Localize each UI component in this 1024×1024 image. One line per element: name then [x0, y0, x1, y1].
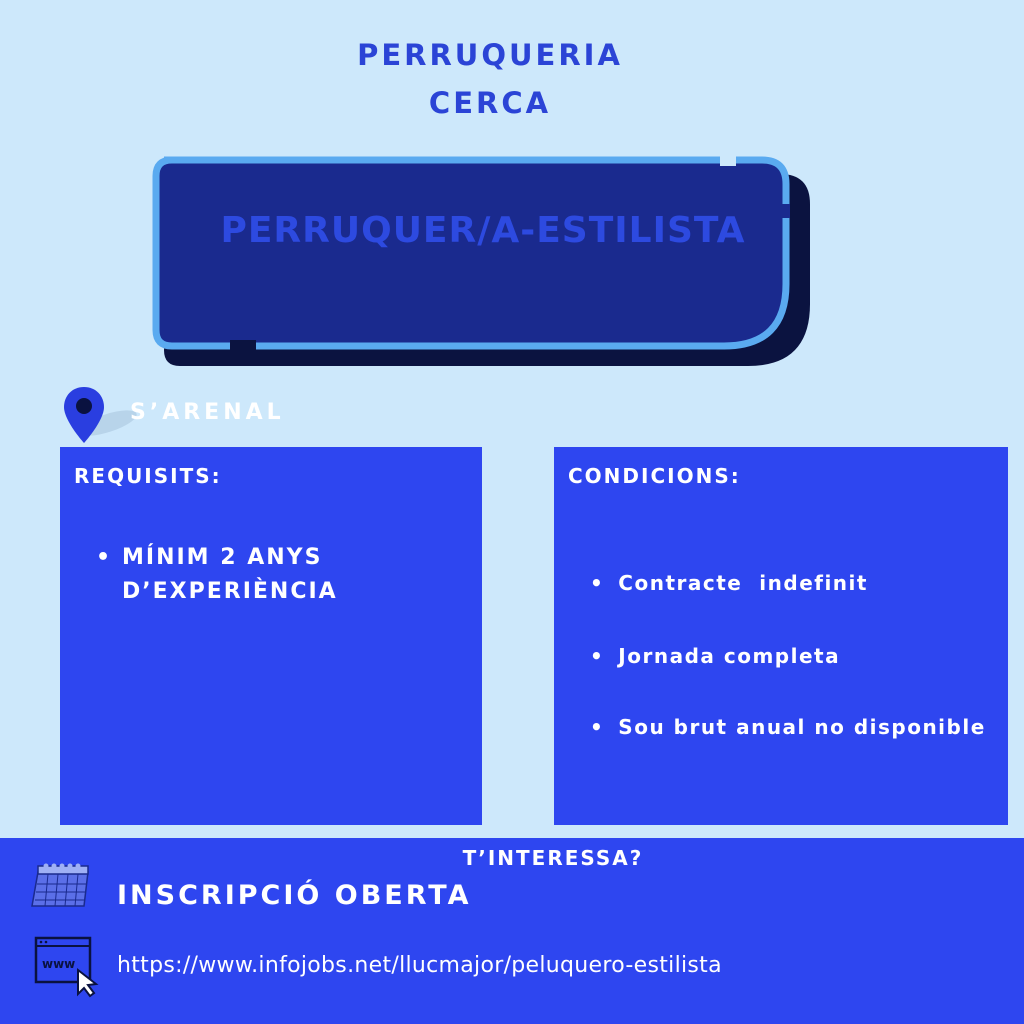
condition-item	[590, 571, 868, 595]
calendar-icon	[30, 862, 92, 912]
conditions-title: CONDICIONS:	[568, 464, 741, 488]
bullet: •	[590, 571, 605, 595]
condition-item	[590, 715, 986, 739]
bullet: •	[590, 644, 605, 668]
requirement-item	[96, 541, 456, 609]
condition-text: Contracte indefinit	[618, 571, 868, 595]
footer-banner	[0, 838, 1024, 1024]
job-url-link[interactable]: https://www.infojobs.net/llucmajor/peluquero-estilista	[117, 953, 722, 978]
enrollment-label: INSCRIPCIÓ OBERTA	[117, 880, 472, 911]
page-title-line-1: PERRUQUERIA	[357, 38, 623, 72]
bullet: •	[96, 545, 113, 570]
conditions-panel	[554, 447, 1008, 825]
condition-text: Sou brut anual no disponible	[618, 715, 986, 739]
bullet: •	[590, 715, 605, 739]
cta-title: T’INTERESSA?	[462, 846, 644, 870]
requirements-title: REQUISITS:	[74, 464, 222, 488]
location-label: S’ARENAL	[130, 400, 285, 425]
page-title-line-2: CERCA	[428, 86, 552, 120]
web-link-icon	[34, 936, 100, 998]
www-label: www	[42, 957, 76, 971]
map-pin-icon	[62, 385, 110, 447]
job-title-banner	[150, 154, 815, 372]
job-title: PERRUQUER/A-ESTILISTA	[220, 210, 746, 251]
condition-text: Jornada completa	[618, 644, 841, 668]
condition-item	[590, 644, 840, 668]
banner-shape	[150, 154, 815, 372]
requirements-panel	[60, 447, 482, 825]
requirement-text: MÍNIM 2 ANYS D’EXPERIÈNCIA	[122, 545, 338, 604]
